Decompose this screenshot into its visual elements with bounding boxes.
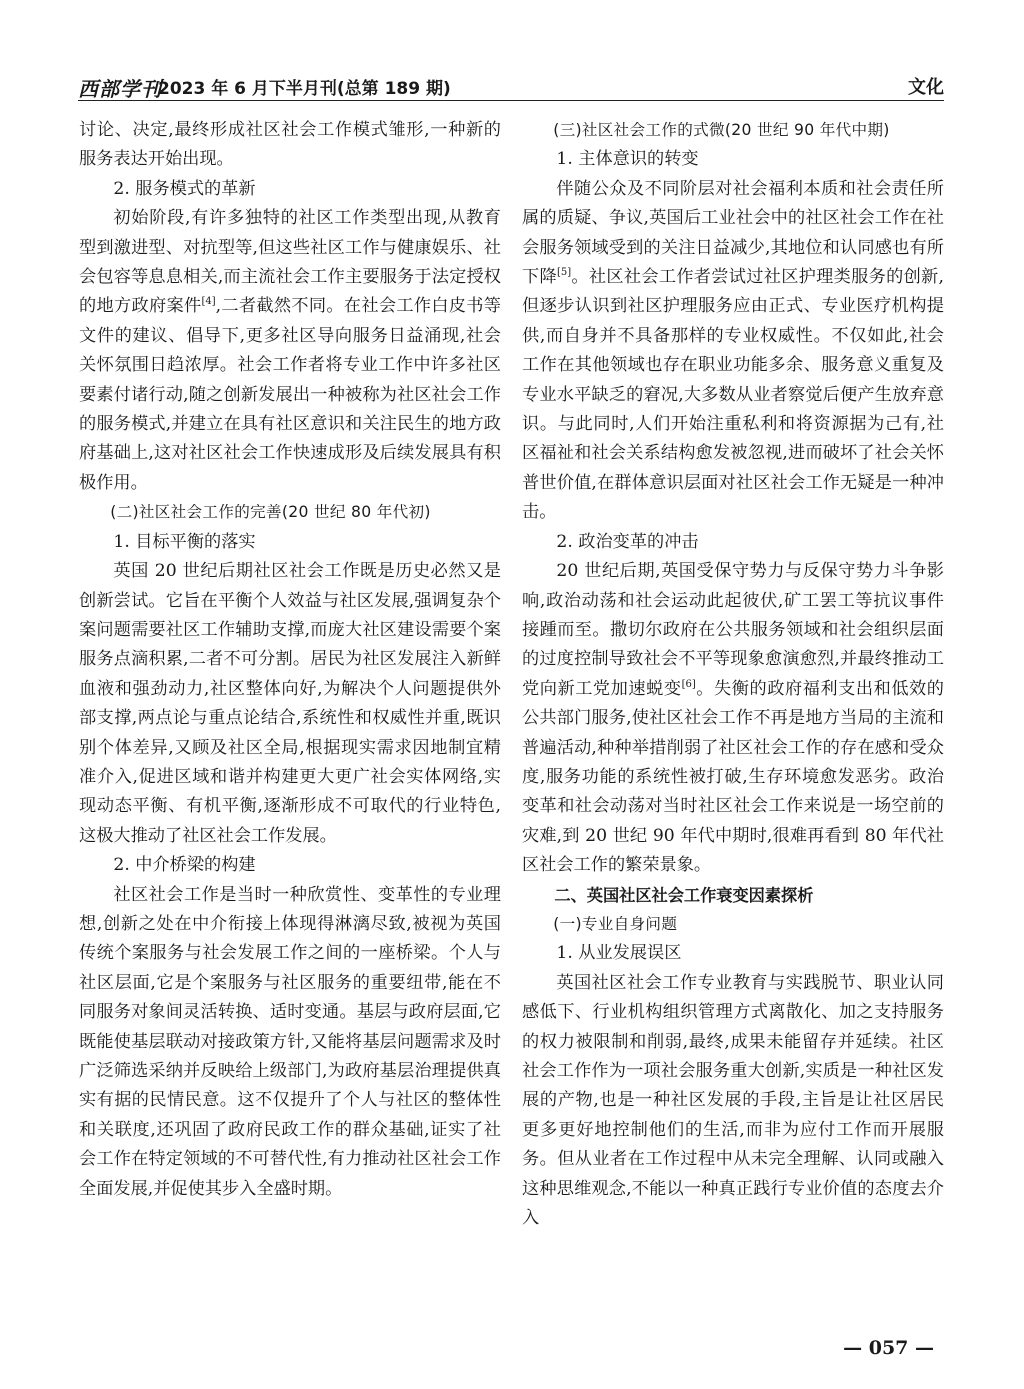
- subsection-heading: 1. 从业发展误区: [556, 943, 682, 964]
- citation: [5]: [556, 267, 572, 279]
- citation: [6]: [681, 678, 696, 690]
- paragraph: 讨论、决定,最终形成社区社会工作模式雏形,一种新的服务表达开始出现。: [79, 120, 501, 170]
- section-label: 文化: [908, 77, 944, 98]
- journal-logo: 西部学刊: [78, 77, 162, 101]
- subsection-heading: 2. 服务模式的革新: [113, 178, 256, 199]
- subsection-heading: 2. 中介桥梁的构建: [113, 855, 256, 876]
- paragraph: 社区社会工作是当时一种欣赏性、变革性的专业理想,创新之处在中介衔接上体现得淋漓尽致,被视为英国传统个案服务与社会发展工作之间的一座桥梁。个人与社区层面,它是个案服务与社区服务的重要纽带,能在不同服务对象间灵活转换、适时变通。基层与政府层面,它既能使基层联动对接政策方针,又能将基层问题需求及时广泛筛选采纳并反映给上级部门,为政府基层治理提供真实有据的民情民意。这不仅提升了个人与社区的整体性和关联度,还巩固了政府民政工作的群众基础,证实了社会工作在特定领域的不可替代性,有力推动社区社会工作全面发展,并促使其步入全盛时期。: [79, 884, 501, 1199]
- paragraph: 伴随公众及不同阶层对社会福利本质和社会责任所属的质疑、争议,英国后工业社会中的社区社会工作在社会服务领域受到的关注日益减少,其地位和认同感也有所下降[5]。社区社会工作者尝试过社区护理类服务的创新,但逐步认识到社区护理服务应由正式、专业医疗机构提供,而自身并不具备那样的专业权威性。不仅如此,社会工作在其他领域也存在职业功能多余、服务意义重复及专业水平缺乏的窘况,大多数从业者察觉后便产生放弃意识。与此同时,人们开始注重私利和将资源据为己有,社区福祉和社会关系结构愈发被忽视,进而破坏了社会关怀普世价值,在群体意识层面对社区社会工作无疑是一种冲击。: [522, 178, 944, 523]
- section-heading: (三)社区社会工作的式微(20 世纪 90 年代中期): [553, 121, 890, 139]
- paragraph: 英国社区社会工作专业教育与实践脱节、职业认同感低下、行业机构组织管理方式离散化、加之支持服务的权力被限制和削弱,最终,成果未能留存并延续。社区社会工作作为一项社会服务重大创新,实质是一种社区发展的产物,也是一种社区发展的手段,主旨是让社区居民更多更好地控制他们的生活,而非为应付工作而开展服务。但从业者在工作过程中从未完全理解、认同或融入这种思维观念,不能以一种真正践行专业价值的态度去介入: [522, 972, 944, 1229]
- right-column: [522, 116, 944, 1233]
- section-heading: (二)社区社会工作的完善(20 世纪 80 年代初): [110, 503, 431, 522]
- page-number: — 057 —: [843, 1337, 934, 1359]
- paragraph: 初始阶段,有许多独特的社区工作类型出现,从教育型到激进型、对抗型等,但这些社区工作与健康娱乐、社会包容等息息相关,而主流社会工作主要服务于法定授权的地方政府案件[4],二者截然不同。在社会工作白皮书等文件的建议、倡导下,更多社区导向服务日益涌现,社会关怀氛围日趋浓厚。社会工作者将专业工作中许多社区要素付诸行动,随之创新发展出一种被称为社区社会工作的服务模式,并建立在具有社区意识和关注民生的地方政府基础上,这对社区社会工作快速成形及后续发展具有积极作用。: [79, 208, 501, 493]
- left-column: [79, 116, 501, 1204]
- paragraph: 20 世纪后期,英国受保守势力与反保守势力斗争影响,政治动荡和社会运动此起彼伏,矿工罢工等抗议事件接踵而至。撒切尔政府在公共服务领域和社会组织层面的过度控制导致社会不平等现象愈演愈烈,并最终推动工党向新工党加速蜕变[6]。失衡的政府福利支出和低效的公共部门服务,使社区社会工作不再是地方当局的主流和普遍活动,种种举措削弱了社区社会工作的存在感和受众度,服务功能的系统性被打破,生存环境愈发恶劣。政治变革和社会动荡对当时社区社会工作来说是一场空前的灾难,到 20 世纪 90 年代中期时,很难再看到 80 年代社区社会工作的繁荣景象。: [522, 561, 944, 876]
- issue-info: 2023 年 6 月下半月刊(总第 189 期): [158, 79, 451, 99]
- section-heading: (一)专业自身问题: [553, 914, 678, 933]
- subsection-heading: 2. 政治变革的冲击: [556, 531, 699, 552]
- subsection-heading: 1. 主体意识的转变: [556, 149, 699, 170]
- paragraph: 英国 20 世纪后期社区社会工作既是历史必然又是创新尝试。它旨在平衡个人效益与社区发展,强调复杂个案问题需要社区工作辅助支撑,而庞大社区建设需要个案服务点滴积累,二者不可分割。居民为社区发展注入新鲜血液和强劲动力,社区整体向好,为解决个人问题提供外部支撑,两点论与重点论结合,系统性和权威性并重,既识别个体差异,又顾及社区全局,根据现实需求因地制宜精准介入,促进区域和谐并构建更大更广社会实体网络,实现动态平衡、有机平衡,逐渐形成不可取代的行业特色,这极大推动了社区社会工作发展。: [79, 561, 501, 846]
- citation: [4]: [201, 296, 216, 308]
- part-heading: 二、英国社区社会工作衰变因素探析: [554, 885, 814, 905]
- header-rule: [78, 100, 944, 101]
- subsection-heading: 1. 目标平衡的落实: [113, 531, 256, 552]
- page-header: [78, 58, 944, 102]
